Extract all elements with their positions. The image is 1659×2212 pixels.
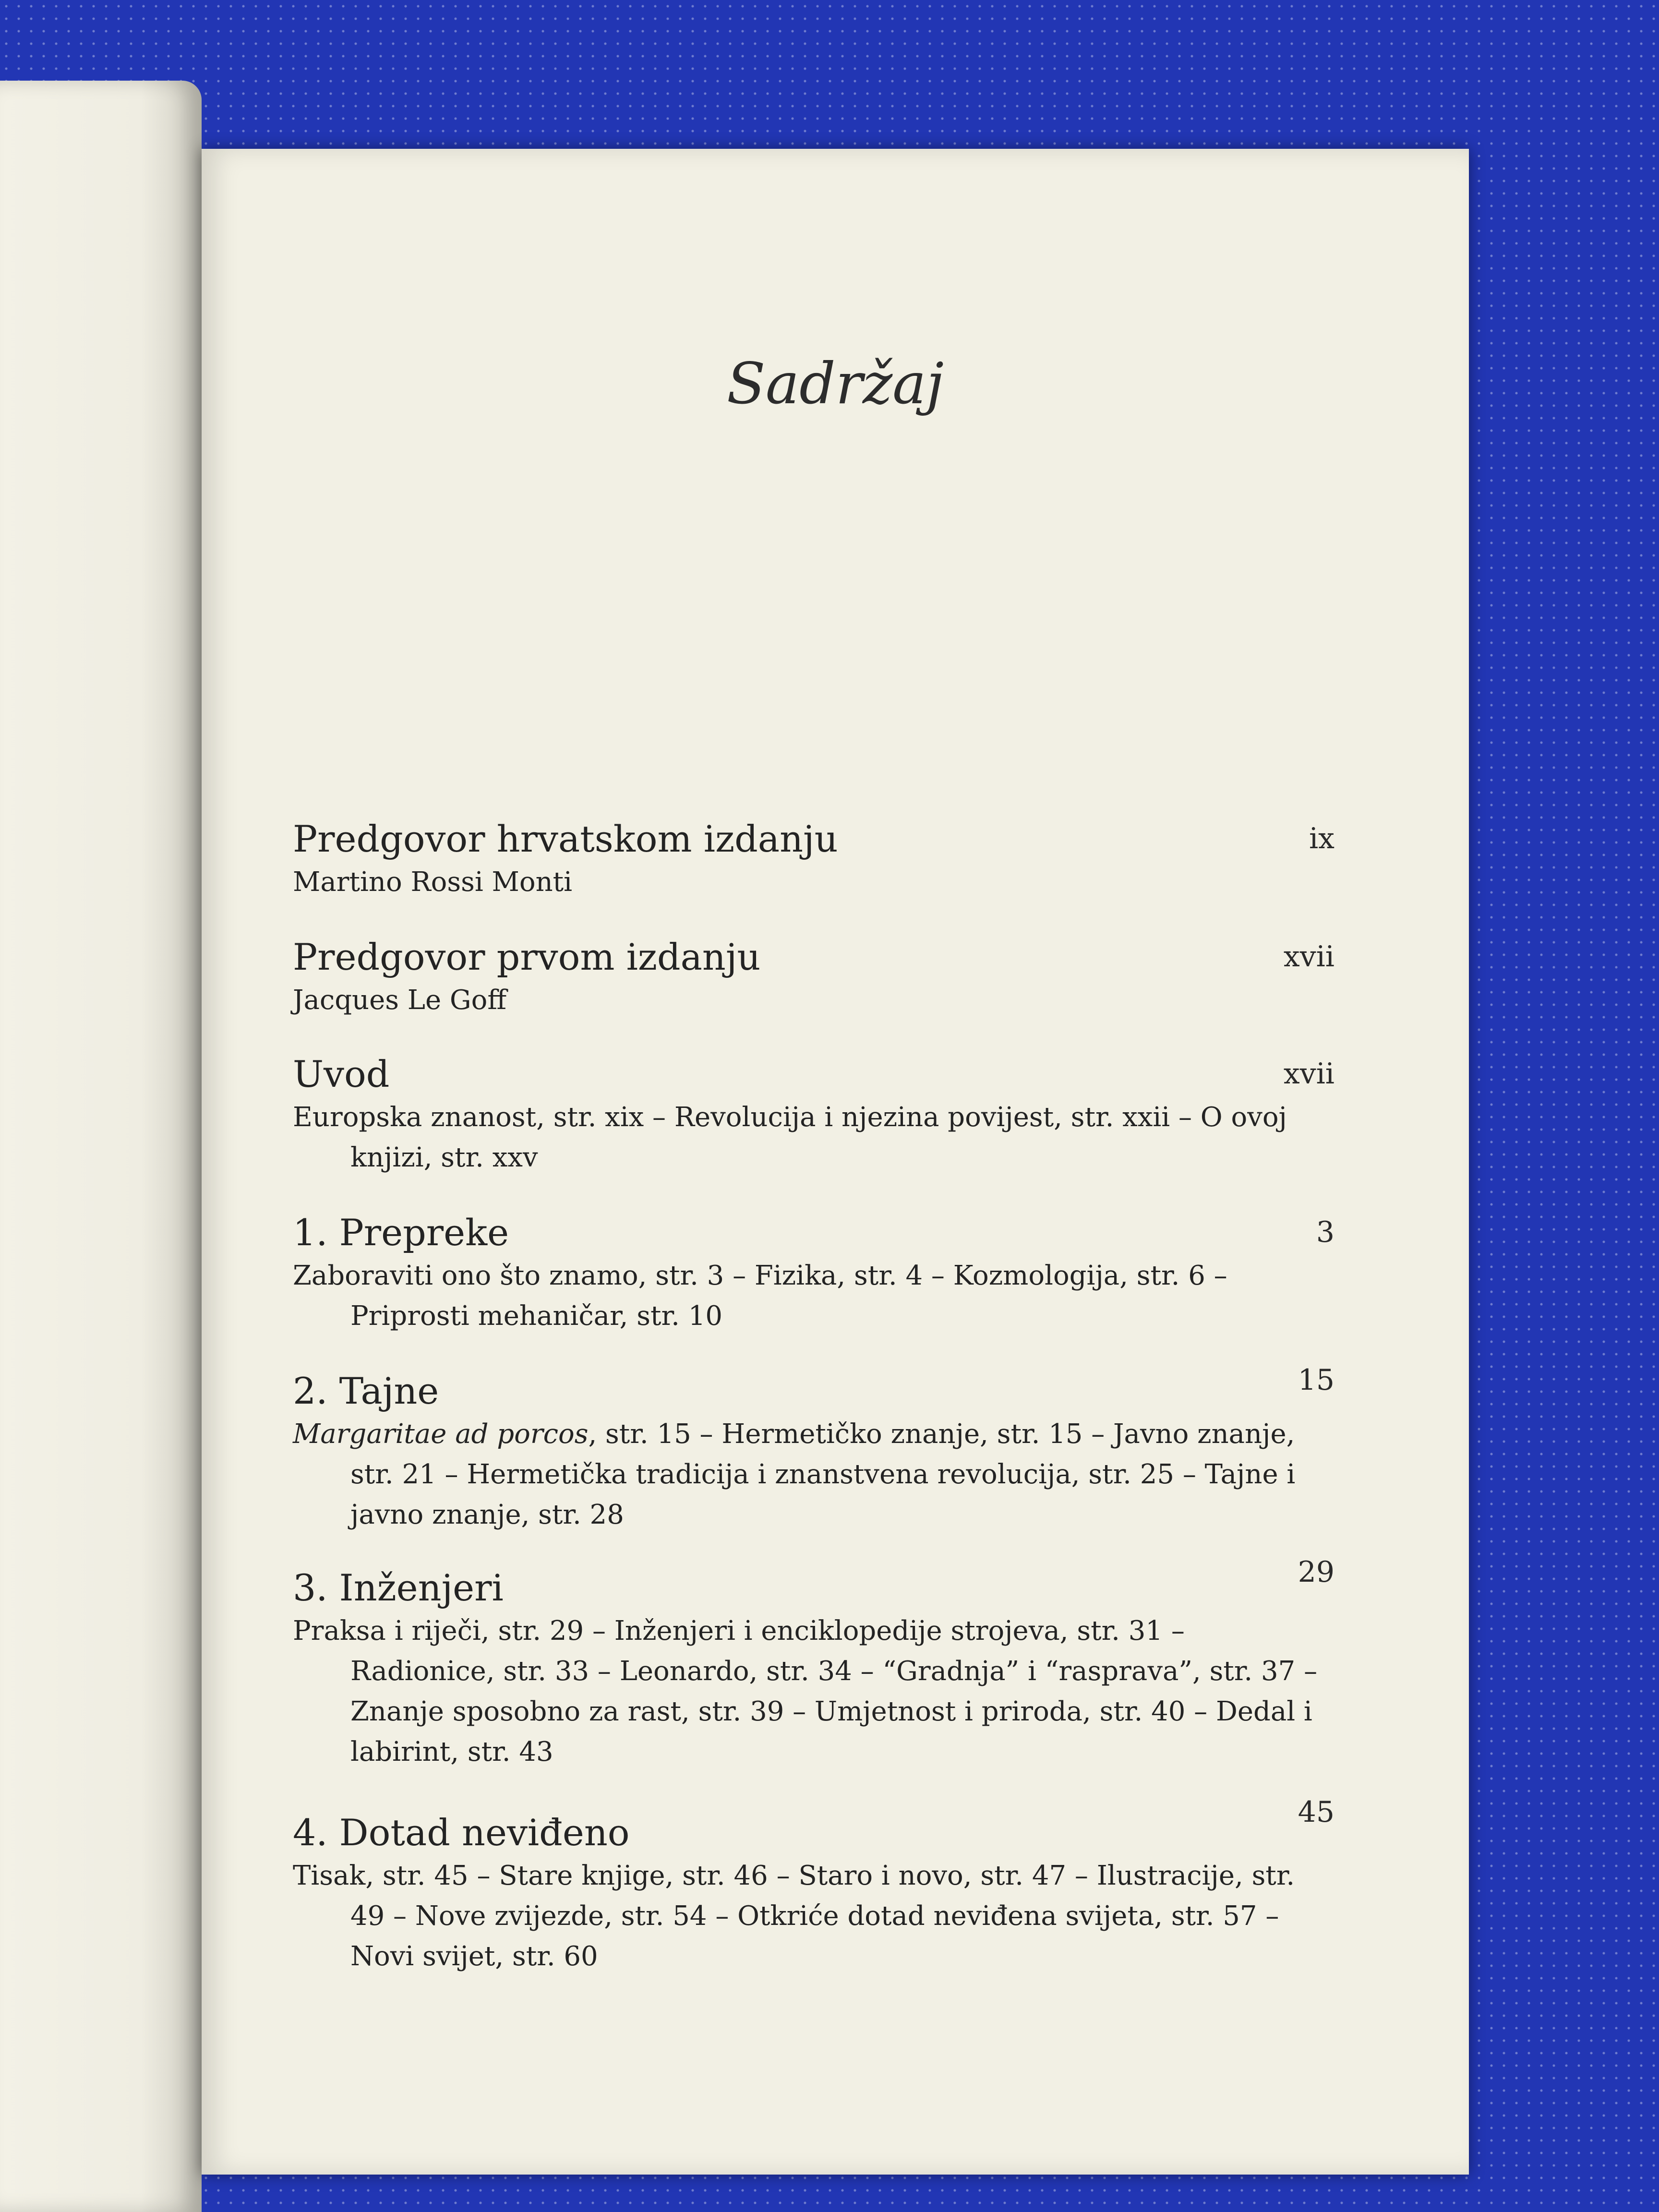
page-title: Sadržaj: [726, 350, 944, 417]
page-number: 15: [1298, 1363, 1334, 1397]
entry-subtitle-italic: Margaritae ad porcos: [293, 1419, 589, 1450]
toc-entry: [293, 1051, 1334, 1178]
entry-title: Predgovor prvom izdanju: [293, 936, 761, 978]
entry-title: Uvod: [293, 1053, 390, 1095]
toc-entry: [293, 1795, 1334, 1977]
page-number: 29: [1298, 1555, 1334, 1589]
page-number: 45: [1298, 1795, 1334, 1829]
entry-subtitle: [293, 1414, 1334, 1535]
toc-entry: [293, 1210, 1334, 1336]
entry-author: Jacques Le Goff: [293, 985, 507, 1016]
entry-subtitle: Zaboraviti ono što znamo, str. 3 – Fizika, str. 4 – Kozmologija, str. 6 – Priprosti mehaničar, str. 10: [293, 1260, 1227, 1332]
entry-title: Predgovor hrvatskom izdanju: [293, 817, 838, 860]
page-number: xvii: [1283, 1057, 1334, 1091]
page-number: xvii: [1283, 940, 1334, 974]
book-page: [202, 149, 1469, 2175]
entry-subtitle-rest: , str. 15 – Hermetičko znanje, str. 15 – Javno znanje, str. 21 – Hermetička tradicija i znanstvena revolucija, str. 25 – Tajne i javno znanje, str. 28: [350, 1419, 1296, 1530]
toc-entry: [293, 1555, 1334, 1772]
entry-subtitle: Europska znanost, str. xix – Revolucija i njezina povijest, str. xxii – O ovoj knjizi, str. xxv: [293, 1102, 1287, 1173]
toc-entry: [293, 1363, 1334, 1535]
page-number: 3: [1316, 1215, 1334, 1249]
entry-author: Martino Rossi Monti: [293, 866, 573, 898]
left-page: [0, 81, 202, 2212]
page-number: ix: [1309, 822, 1334, 855]
entry-subtitle: Tisak, str. 45 – Stare knjige, str. 46 – Staro i novo, str. 47 – Ilustracije, str. 49 – Nove zvijezde, str. 54 – Otkriće dotad neviđena svijeta, str. 57 – Novi svijet, str. 60: [293, 1860, 1295, 1972]
entry-subtitle: Praksa i riječi, str. 29 – Inženjeri i enciklopedije strojeva, str. 31 – Radionice, str. 33 – Leonardo, str. 34 – “Gradnja” i “rasprava”, str. 37 – Znanje sposobno za rast, str. 39 – Umjetnost i priroda, str. 40 – Dedal i labirint, str. 43: [293, 1615, 1318, 1767]
toc-entry: [293, 934, 1334, 1021]
toc-entry: [293, 816, 1334, 902]
entry-title: 4. Dotad neviđeno: [293, 1811, 630, 1854]
entry-title: 2. Tajne: [293, 1370, 439, 1412]
entry-title: 3. Inženjeri: [293, 1566, 504, 1609]
entry-title: 1. Prepreke: [293, 1211, 509, 1254]
